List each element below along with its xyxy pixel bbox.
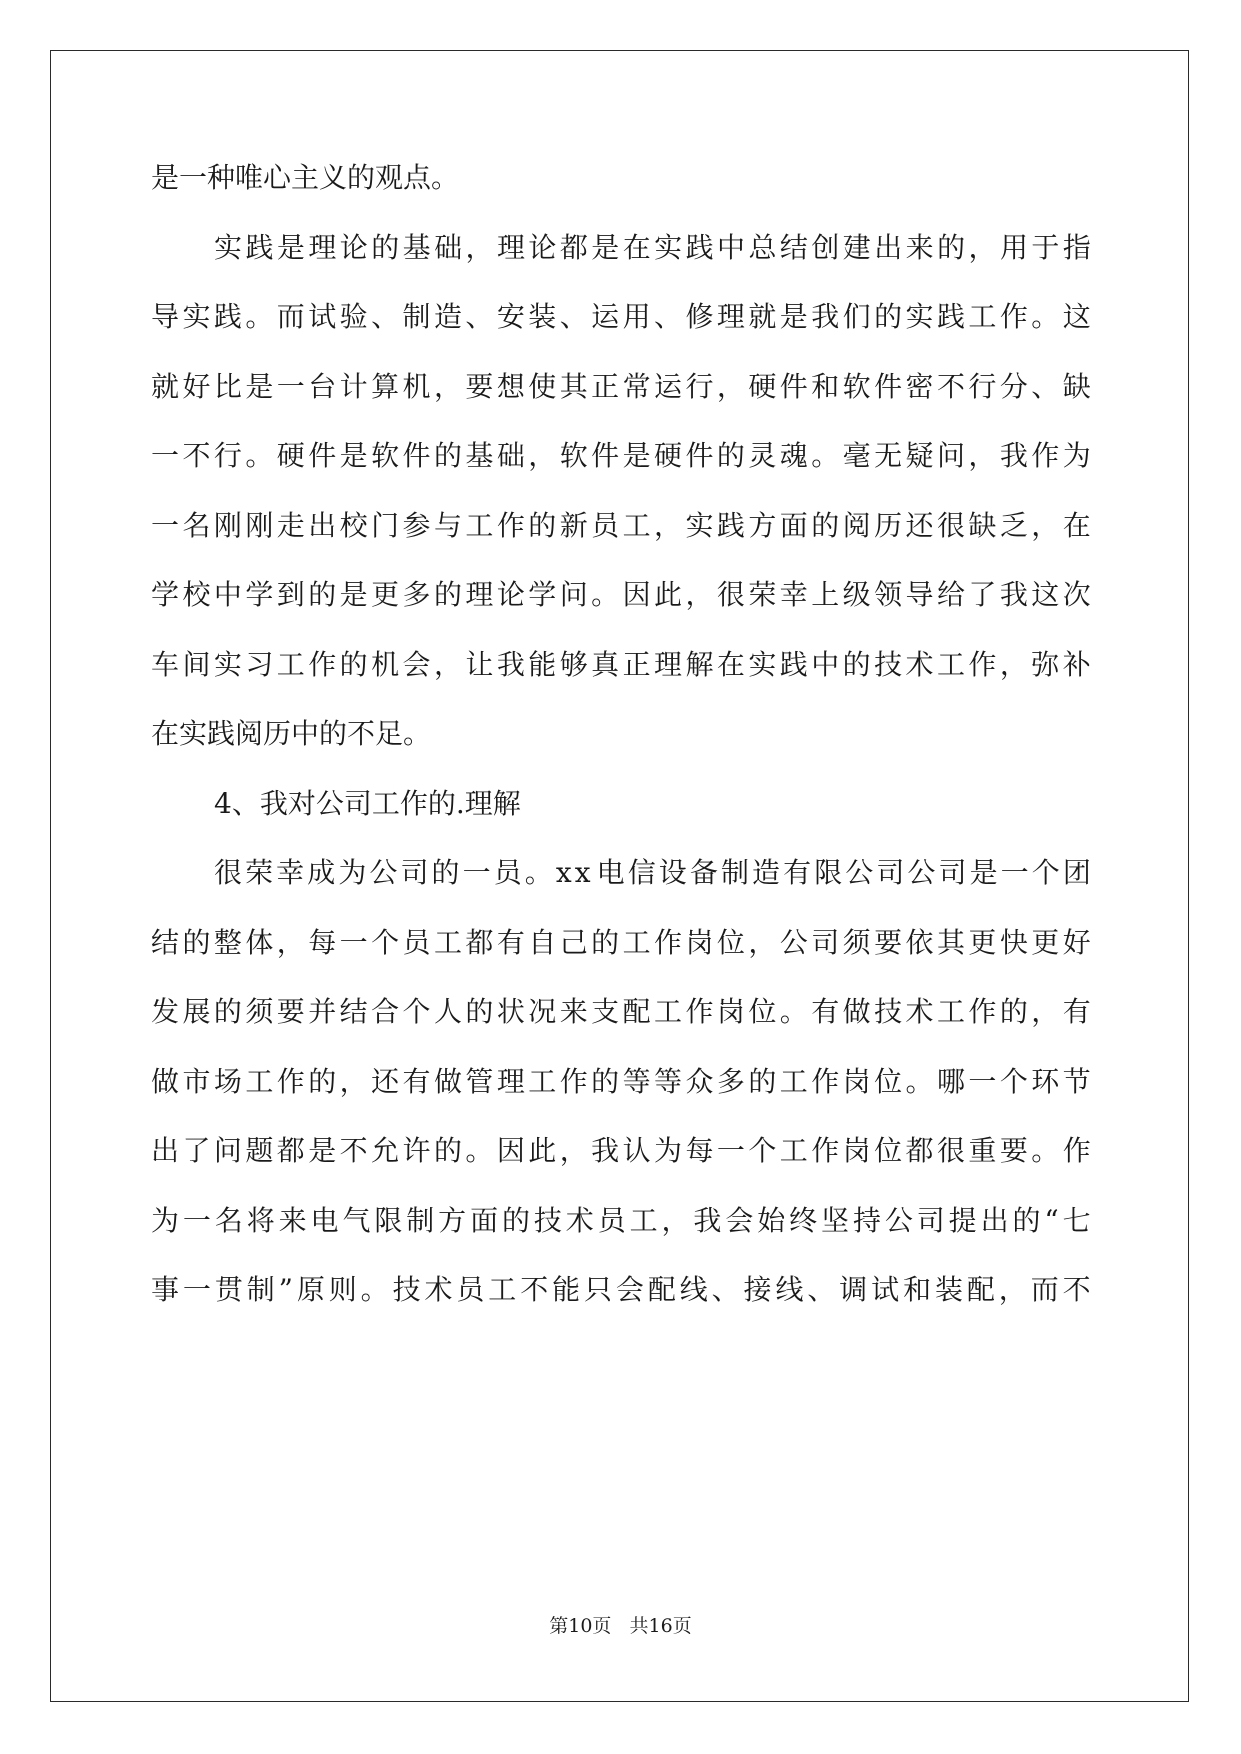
text-line: 实 践 是 理 论 的 基 础 ， 理 论 都 是 在 实 践 中 总 结 创 建 出 来 的 ， 用 于 指 bbox=[214, 230, 1091, 264]
page-number-footer: 第10页 共16页 bbox=[549, 1615, 692, 1637]
text-line: 就 好 比 是 一 台 计 算 机 ， 要 想 使 其 正 常 运 行 ， 硬 件 和 软 件 密 不 行 分 、 缺 bbox=[151, 369, 1091, 403]
text-line: 一 不 行 。 硬 件 是 软 件 的 基 础 ， 软 件 是 硬 件 的 灵 魂 。 毫 无 疑 问 ， 我 作 为 bbox=[151, 439, 1091, 472]
text-line: 做 市 场 工 作 的 ， 还 有 做 管 理 工 作 的 等 等 众 多 的 工 作 岗 位 。 哪 一 个 环 节 bbox=[151, 1064, 1091, 1098]
text-line: 在实践阅历中的不足。 bbox=[151, 717, 432, 750]
text-line: 一 名 刚 刚 走 出 校 门 参 与 工 作 的 新 员 工 ， 实 践 方 面 的 阅 历 还 很 缺 乏 ， 在 bbox=[151, 508, 1091, 542]
text-line: 是一种唯心主义的观点。 bbox=[151, 161, 460, 194]
text-line: 结 的 整 体 ， 每 一 个 员 工 都 有 自 己 的 工 作 岗 位 ， 公 司 须 要 依 其 更 快 更 好 bbox=[151, 925, 1091, 959]
text-line: 事 一 贯 制 ” 原 则 。 技 术 员 工 不 能 只 会 配 线 、 接 线 、 调 试 和 装 配 ， 而 不 bbox=[151, 1273, 1091, 1306]
text-line: 学 校 中 学 到 的 是 更 多 的 理 论 学 问 。 因 此 ， 很 荣 幸 上 级 领 导 给 了 我 这 次 bbox=[151, 578, 1091, 611]
text-line: 出 了 问 题 都 是 不 允 许 的 。 因 此 ， 我 认 为 每 一 个 工 作 岗 位 都 很 重 要 。 作 bbox=[151, 1134, 1091, 1167]
text-line: 为 一 名 将 来 电 气 限 制 方 面 的 技 术 员 工 ， 我 会 始 终 坚 持 公 司 提 出 的 “ 七 bbox=[151, 1203, 1091, 1237]
text-line: 发 展 的 须 要 并 结 合 个 人 的 状 况 来 支 配 工 作 岗 位 。 有 做 技 术 工 作 的 ， 有 bbox=[151, 995, 1091, 1028]
text-line: 车 间 实 习 工 作 的 机 会 ， 让 我 能 够 真 正 理 解 在 实 践 中 的 技 术 工 作 ， 弥 补 bbox=[151, 647, 1091, 681]
text-line: 4、我对公司工作的.理解 bbox=[214, 786, 521, 820]
text-line: 导 实 践 。 而 试 验 、 制 造 、 安 装 、 运 用 、 修 理 就 是 我 们 的 实 践 工 作 。 这 bbox=[151, 300, 1091, 333]
text-line: 很 荣 幸 成 为 公 司 的 一 员 。 x x 电 信 设 备 制 造 有 限 公 司 公 司 是 一 个 团 bbox=[214, 856, 1091, 889]
